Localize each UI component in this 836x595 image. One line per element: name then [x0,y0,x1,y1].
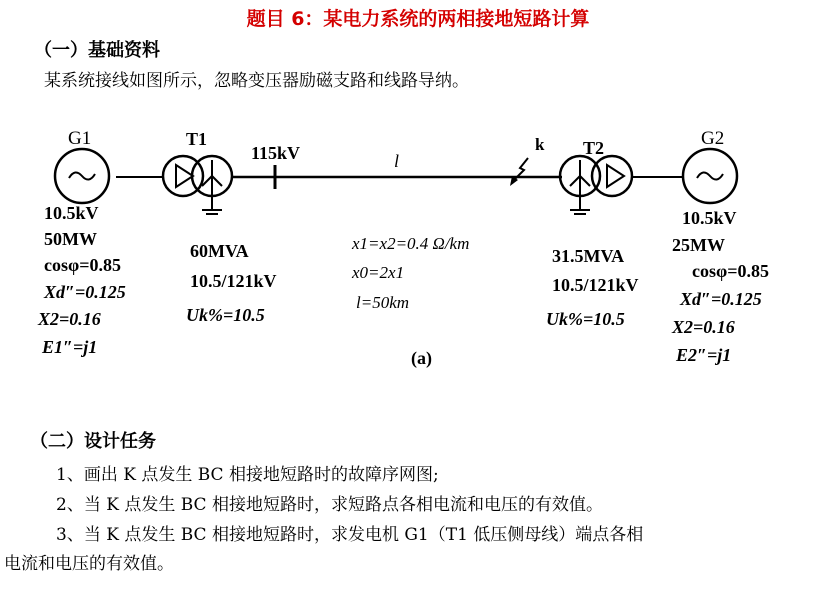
g2-param: E2″=j1 [676,345,732,365]
t1-param: 60MVA [190,241,249,261]
g1-param: cosφ=0.85 [44,255,121,275]
task-item: 2、当 K 点发生 BC 相接地短路时，求短路点各相电流和电压的有效值。 [56,495,603,515]
section-heading-tasks: （二）设计任务 [30,431,156,452]
g1-param: 10.5kV [44,203,99,223]
g1-param: 50MW [44,229,97,249]
t1-label: T1 [186,129,208,149]
generator-g1-symbol [55,149,109,203]
line-param: l=50km [356,293,410,312]
g1-param: Xd″=0.125 [44,282,126,302]
t2-param: 10.5/121kV [552,275,639,295]
g2-param: Xd″=0.125 [680,289,762,309]
task-item: 3、当 K 点发生 BC 相接地短路时，求发电机 G1（T1 低压侧母线）端点各相 [56,525,644,545]
task-item: 1、画出 K 点发生 BC 相接地短路时的故障序网图; [56,465,439,485]
intro-text: 某系统接线如图所示，忽略变压器励磁支路和线路导纳。 [44,71,469,91]
g2-param: 10.5kV [682,208,737,228]
generator-g2-symbol [683,149,737,203]
g1-param: E1″=j1 [42,337,98,357]
bus-voltage-label: 115kV [251,143,301,163]
g1-param: X2=0.16 [38,309,101,329]
t2-label: T2 [583,138,605,158]
transformer-t2-symbol [560,156,632,214]
g2-param: X2=0.16 [672,317,735,337]
line-label: l [394,151,400,171]
g2-label: G2 [701,128,725,149]
g2-param: 25MW [672,235,725,255]
fault-arrow-icon [510,158,528,186]
t1-param: Uk%=10.5 [186,305,265,325]
t2-param: Uk%=10.5 [546,309,625,329]
t2-param: 31.5MVA [552,246,625,266]
task-item: 电流和电压的有效值。 [4,554,174,574]
diagram-caption: (a) [411,348,432,368]
transformer-t1-symbol [163,156,232,214]
t1-param: 10.5/121kV [190,271,277,291]
section-heading-basics: （一）基础资料 [34,40,160,61]
g2-param: cosφ=0.85 [692,261,769,281]
g1-label: G1 [68,128,92,149]
fault-label: k [535,135,545,154]
page-title: 题目 6：某电力系统的两相接地短路计算 [246,8,590,30]
line-param: x0=2x1 [352,263,405,282]
line-param: x1=x2=0.4 Ω/km [352,234,470,253]
